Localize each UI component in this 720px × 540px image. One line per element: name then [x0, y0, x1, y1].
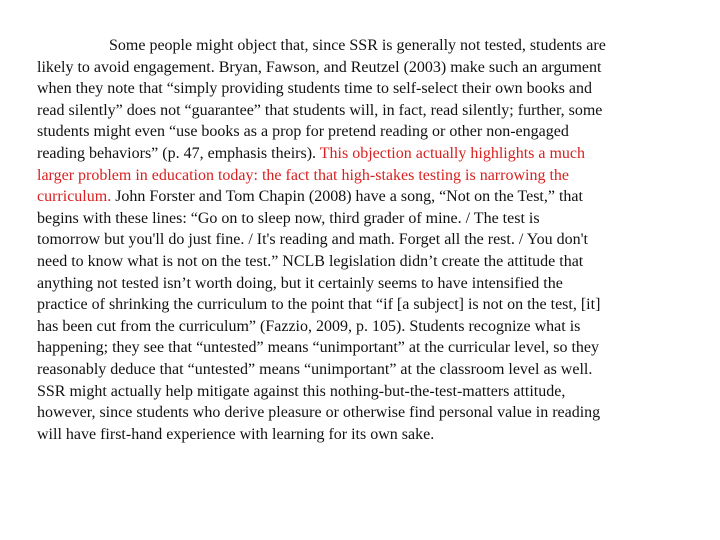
- paragraph-line: begins with these lines: “Go on to sleep now, third grader of mine. / The test is: [37, 209, 540, 227]
- paragraph-line: when they note that “simply providing students time to self-select their own books and: [37, 80, 593, 98]
- paragraph-line: practice of shrinking the curriculum to the point that “if [a subject] is not on the test, [it]: [37, 296, 601, 314]
- paragraph-line: anything not tested isn’t worth doing, but it certainly seems to have intensified the: [37, 274, 563, 292]
- paragraph-line: students might even “use books as a prop for pretend reading or other non-engaged: [37, 123, 569, 141]
- paragraph-line: read silently” does not “guarantee” that students will, in fact, read silently; further, some: [37, 101, 603, 119]
- body-paragraph: [37, 35, 677, 445]
- line-text: reading behaviors” (p. 47, emphasis theirs).: [37, 144, 320, 162]
- paragraph-line: however, since students who derive pleasure or otherwise find personal value in reading: [37, 404, 601, 422]
- paragraph-line: will have first-hand experience with learning for its own sake.: [37, 425, 435, 443]
- paragraph-line: has been cut from the curriculum” (Fazzio, 2009, p. 105). Students recognize what is: [37, 317, 581, 335]
- paragraph-line: happening; they see that “untested” means “unimportant” at the curricular level, so they: [37, 339, 600, 357]
- highlighted-text: This objection actually highlights a much: [319, 144, 586, 162]
- paragraph-line: [37, 143, 677, 165]
- highlighted-text: curriculum.: [37, 188, 112, 206]
- paragraph-line: tomorrow but you'll do just fine. / It's reading and math. Forget all the rest. / You don't: [37, 231, 588, 249]
- highlighted-line: larger problem in education today: the fact that high-stakes testing is narrowing the: [37, 166, 569, 184]
- paragraph-line: [37, 186, 677, 208]
- paragraph-line: need to know what is not on the test.” NCLB legislation didn’t create the attitude that: [37, 252, 584, 270]
- line-text: John Forster and Tom Chapin (2008) have a song, “Not on the Test,” that: [111, 188, 583, 206]
- paragraph-line: likely to avoid engagement. Bryan, Fawson, and Reutzel (2003) make such an argument: [37, 58, 602, 76]
- paragraph-line: reasonably deduce that “untested” means “unimportant” at the classroom level as well.: [37, 360, 593, 378]
- paragraph-line: SSR might actually help mitigate against this nothing-but-the-test-matters attitude,: [37, 382, 566, 400]
- paragraph-line: Some people might object that, since SSR is generally not tested, students are: [109, 37, 606, 54]
